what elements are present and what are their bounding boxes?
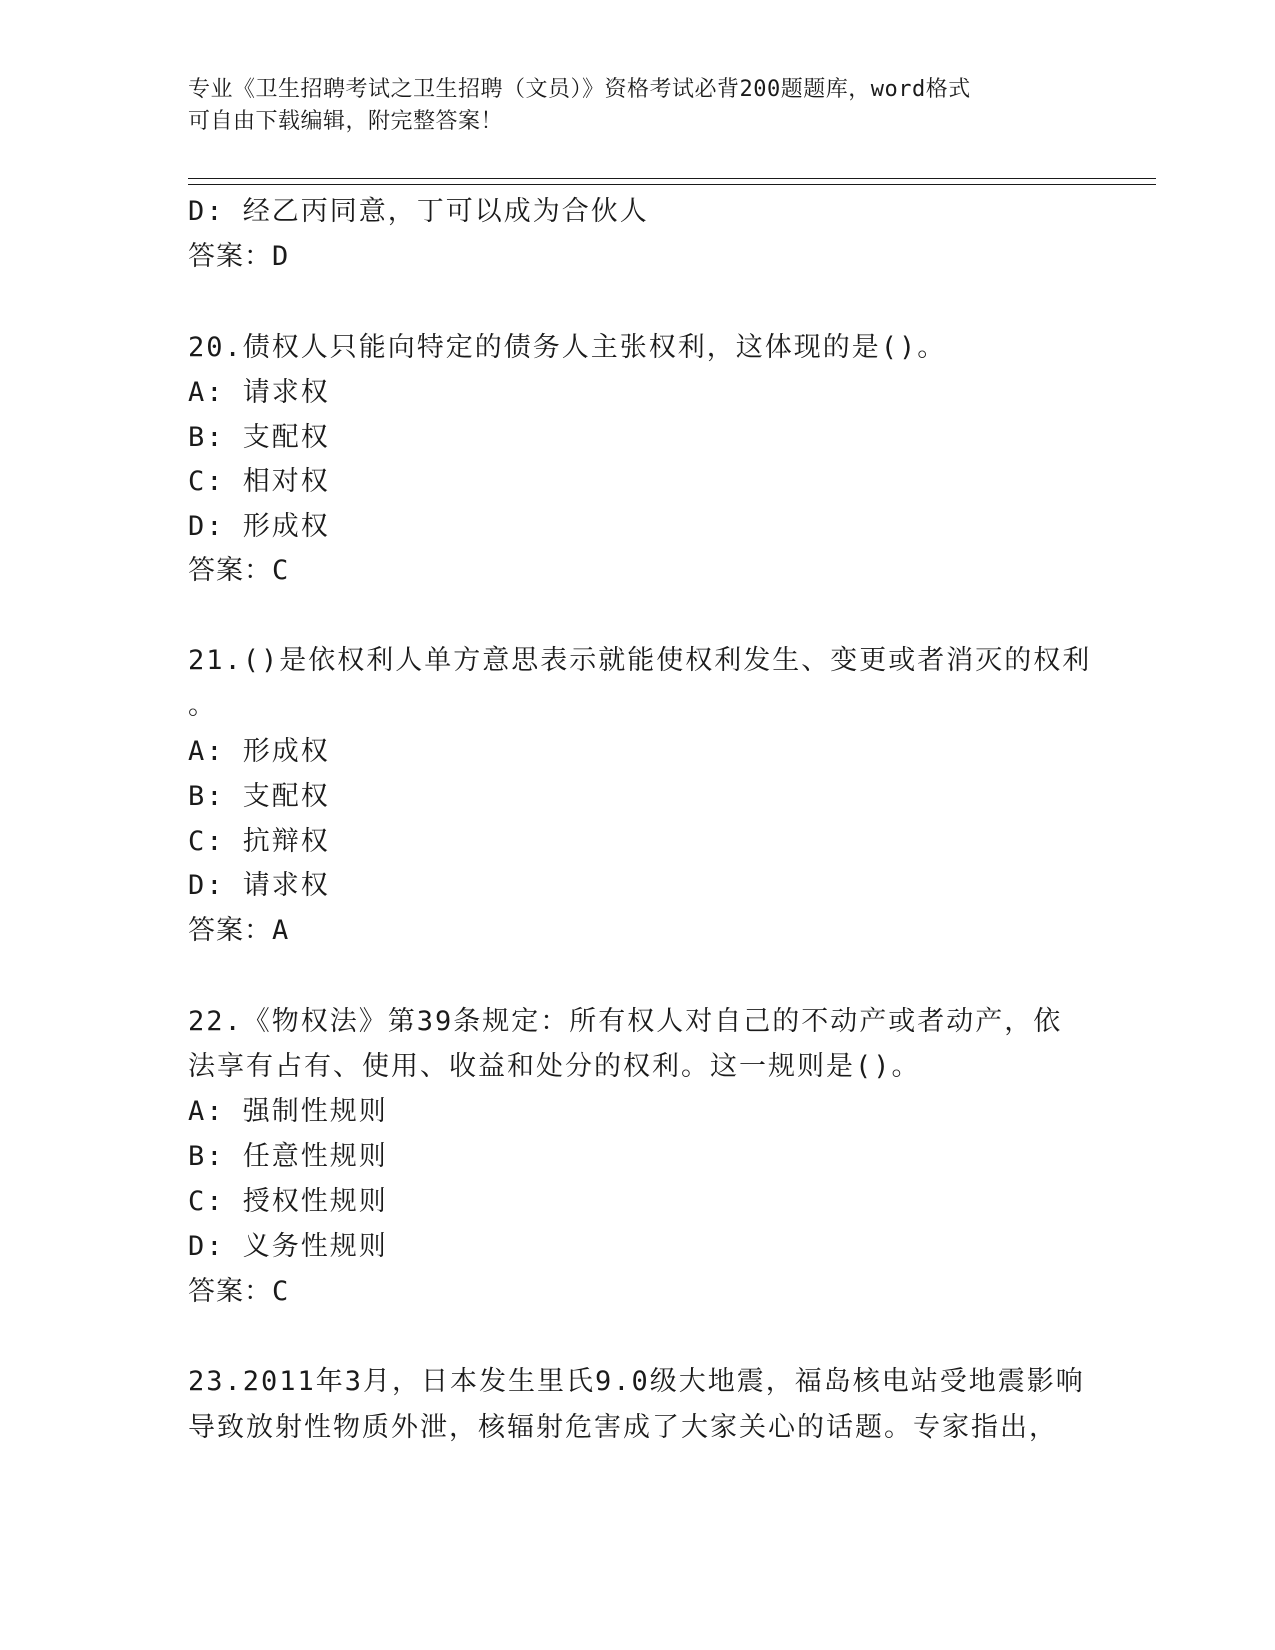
question-21-option-b: B: 支配权 [188, 781, 330, 812]
question-21-option-a: A: 形成权 [188, 736, 330, 767]
question-22-option-c: C: 授权性规则 [188, 1186, 388, 1217]
header-line-2: 可自由下载编辑，附完整答案！ [188, 109, 504, 134]
question-22-stem: 22.《物权法》第39条规定：所有权人对自己的不动产或者动产，依 [188, 1006, 1063, 1037]
question-20-option-b: B: 支配权 [188, 422, 330, 453]
question-22-answer: 答案：C [188, 1276, 290, 1307]
question-20-stem: 20.债权人只能向特定的债务人主张权利，这体现的是()。 [188, 332, 947, 363]
question-21-stem-cont: 。 [188, 690, 217, 721]
question-21-option-c: C: 抗辩权 [188, 826, 330, 857]
prev-option-d: D: 经乙丙同意，丁可以成为合伙人 [188, 196, 649, 227]
header-divider-top [188, 178, 1156, 179]
question-21-option-d: D: 请求权 [188, 870, 330, 901]
question-23-stem: 23.2011年3月，日本发生里氏9.0级大地震，福岛核电站受地震影响 [188, 1366, 1085, 1397]
question-22-option-a: A: 强制性规则 [188, 1096, 388, 1127]
prev-answer: 答案：D [188, 241, 290, 272]
question-22-option-d: D: 义务性规则 [188, 1231, 388, 1262]
document-header [188, 74, 1068, 138]
question-20-answer: 答案：C [188, 555, 290, 586]
question-23-stem-cont: 导致放射性物质外泄，核辐射危害成了大家关心的话题。专家指出， [188, 1412, 1058, 1443]
header-line-1: 专业《卫生招聘考试之卫生招聘（文员）》资格考试必背200题题库，word格式 [188, 77, 971, 102]
question-20-option-c: C: 相对权 [188, 466, 330, 497]
question-20-option-a: A: 请求权 [188, 377, 330, 408]
question-20-option-d: D: 形成权 [188, 511, 330, 542]
question-22-stem-cont: 法享有占有、使用、收益和处分的权利。这一规则是()。 [188, 1051, 921, 1082]
question-21-stem: 21.()是依权利人单方意思表示就能使权利发生、变更或者消灭的权利 [188, 645, 1092, 676]
question-22-option-b: B: 任意性规则 [188, 1141, 388, 1172]
header-divider-bottom [188, 184, 1156, 185]
question-21-answer: 答案：A [188, 915, 290, 946]
